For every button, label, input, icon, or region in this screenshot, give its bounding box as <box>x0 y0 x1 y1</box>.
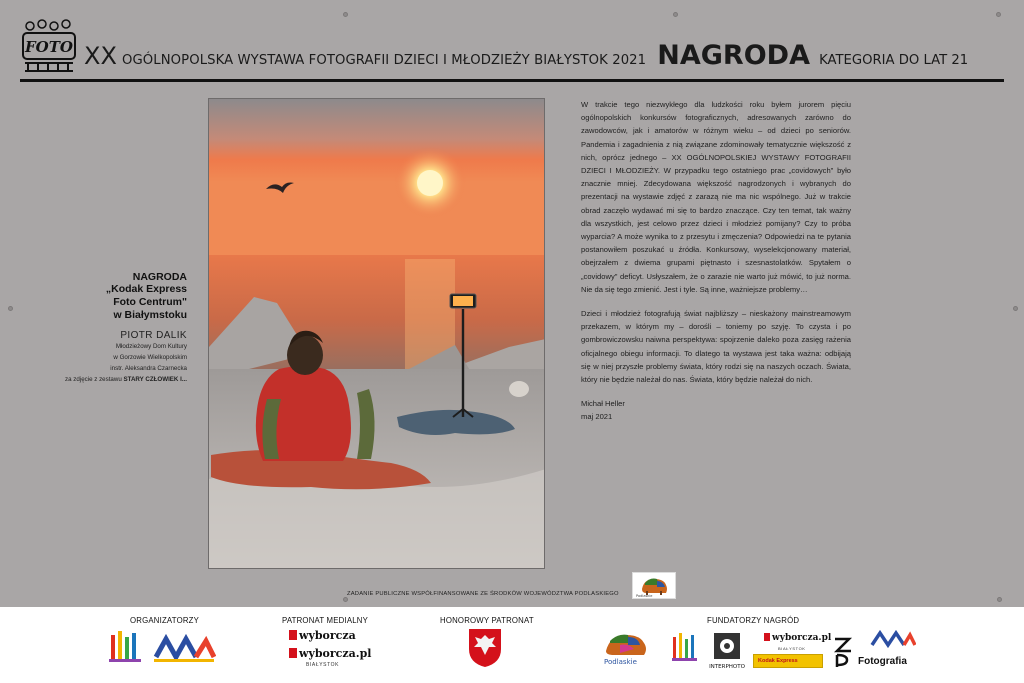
sponsor-logo-podlaskie <box>600 629 656 670</box>
funding-note: ZADANIE PUBLICZNE WSPÓŁFINANSOWANE ZE ŚRODKÓW WOJEWÓDZTWA PODLASKIEGO <box>347 591 619 597</box>
sponsors-label: FUNDATORZY NAGRÓD <box>707 616 800 625</box>
statement-date: maj 2021 <box>581 412 613 422</box>
caption-institution-line1: Młodzieżowy Dom Kultury <box>115 343 187 350</box>
svg-text:INTERPHOTO: INTERPHOTO <box>709 664 745 670</box>
board-rivet <box>996 12 1001 17</box>
board-rivet <box>8 306 13 311</box>
media-patronage-label: PATRONAT MEDIALNY <box>282 616 369 625</box>
board-rivet <box>673 12 678 17</box>
title-edition: XX <box>84 42 117 70</box>
caption-photo-set <box>17 374 187 385</box>
exhibition-title <box>84 40 968 71</box>
svg-text:Podlaskie: Podlaskie <box>636 594 653 598</box>
statement-paragraph: Dzieci i młodzież fotografują świat najbliższy – nieskażony mainstreamowym przekazem, w którym my – dorośli – toniemy po szyję. To czysta i po gombrowiczowsku naiwna perspektywa: spojrzenie daleko poza zasięg rażenia oficjalnego obiegu informacji. To dlatego ta wystawa jest taka ważna: odbijają się w niej przyszłe problemy świata, który rodzi się na naszych oczach. Świata, który nie będzie należał do nas. Świata, który będzie należał do nich. <box>581 309 851 385</box>
caption-place-line3: w Białymstoku <box>113 309 187 321</box>
caption-award: NAGRODA <box>132 271 187 283</box>
honorary-patronage-label: HONOROWY PATRONAT <box>440 616 534 625</box>
media-logo-wyborcza: wyborcza <box>289 629 356 642</box>
board-rivet <box>343 597 348 602</box>
sponsors-footer <box>0 607 1024 683</box>
jury-statement <box>581 98 851 424</box>
statement-signature: Michał Heller <box>581 399 625 409</box>
organizer-logo-bok <box>107 629 145 672</box>
statement-paragraph: W trakcie tego niezwykłego dla ludzkości roku byłem jurorem pięciu ogólnopolskich konkursów fotograficznych, adresowanych zarówno do zawodowców, jak i amatorów w różnym wieku – od dzieci po seniorów. Pandemia i zagadnienia z nią związane zdominowały tematycznie większość z nich, oprócz jednego – XX OGÓLNOPOLSKIEJ WYSTAWY FOTOGRAFII DZIECI I MŁODZIEŻY. W przypadku tego ostatniego prac „covidowych" było znacznie mniej. Zdecydowana większość nagrodzonych i wybranych do prezentacji na wystawie zdjęć z zarazą nie ma nic wspólnego. Już w trakcie obrad zaczęło wydawać mi się to bardzo znaczące. Czy ten temat, tak ważny dla wszystkich, jest celowo przez dzieci i młodzież pomijany? Czy to próba wyparcia? A może wynika to z przesytu i zmęczenia? Odpowiedzi na te pytania postanowiłem poszukać u źródła. Konkursowy, wyselekcjonowany materiał, obejrzałem z dwiema grupami piętnasto i szesnastolatków. Spytałem o „covidowy" deficyt. Usłyszałem, że o zarazie nie warto już mówić, to już norma. Nie da się tego zmienić. Jest i tyle. Są inne, ważniejsze problemy… <box>581 100 851 294</box>
organizer-logo-mdk <box>152 633 216 670</box>
organizers-label: ORGANIZATORZY <box>130 616 200 625</box>
board-rivet <box>997 597 1002 602</box>
award-photograph <box>208 98 545 569</box>
caption-place-line2: Foto Centrum" <box>113 296 187 308</box>
sponsor-logo-bok <box>671 631 699 670</box>
sponsor-logo-zpaf <box>831 635 857 674</box>
sponsor-logo-kodak: Kodak Express <box>753 654 823 668</box>
foto-logo <box>20 18 78 76</box>
media-logo-wyborcza-pl: wyborcza.pl <box>289 647 371 660</box>
board-rivet <box>343 12 348 17</box>
title-award: NAGRODA <box>657 40 810 71</box>
caption-instructor: instr. Aleksandra Czarnecka <box>110 365 187 372</box>
caption-institution-line2: w Gorzowie Wielkopolskim <box>113 354 187 361</box>
board-rivet <box>1013 306 1018 311</box>
media-logo-city: BIAŁYSTOK <box>306 662 340 668</box>
sponsor-logo-wyborcza: wyborcza.pl <box>764 633 831 643</box>
sponsor-logo-wyborcza-city: BIAŁYSTOK <box>778 646 806 651</box>
podlaskie-bison-logo <box>632 572 676 599</box>
svg-text:FOTO: FOTO <box>25 38 73 56</box>
title-main: OGÓLNOPOLSKA WYSTAWA FOTOGRAFII DZIECI I MŁODZIEŻY BIAŁYSTOK 2021 <box>121 53 647 68</box>
caption-set-title: STARY CZŁOWIEK I... <box>123 376 187 383</box>
caption-for-photo: za zdjęcie z zestawu <box>65 376 122 383</box>
photo-caption <box>17 271 187 385</box>
sponsor-logo-interphoto <box>709 631 745 676</box>
page-header <box>20 18 1004 80</box>
svg-text:Podlaskie: Podlaskie <box>604 658 637 665</box>
sponsor-logo-mdk-fotografia: Fotografia <box>870 629 916 667</box>
caption-place-line1: „Kodak Express <box>105 283 187 295</box>
coat-of-arms-icon <box>467 627 503 674</box>
header-rule <box>20 79 1004 82</box>
caption-author: PIOTR DALIK <box>120 330 187 341</box>
title-category: KATEGORIA DO LAT 21 <box>819 53 969 68</box>
